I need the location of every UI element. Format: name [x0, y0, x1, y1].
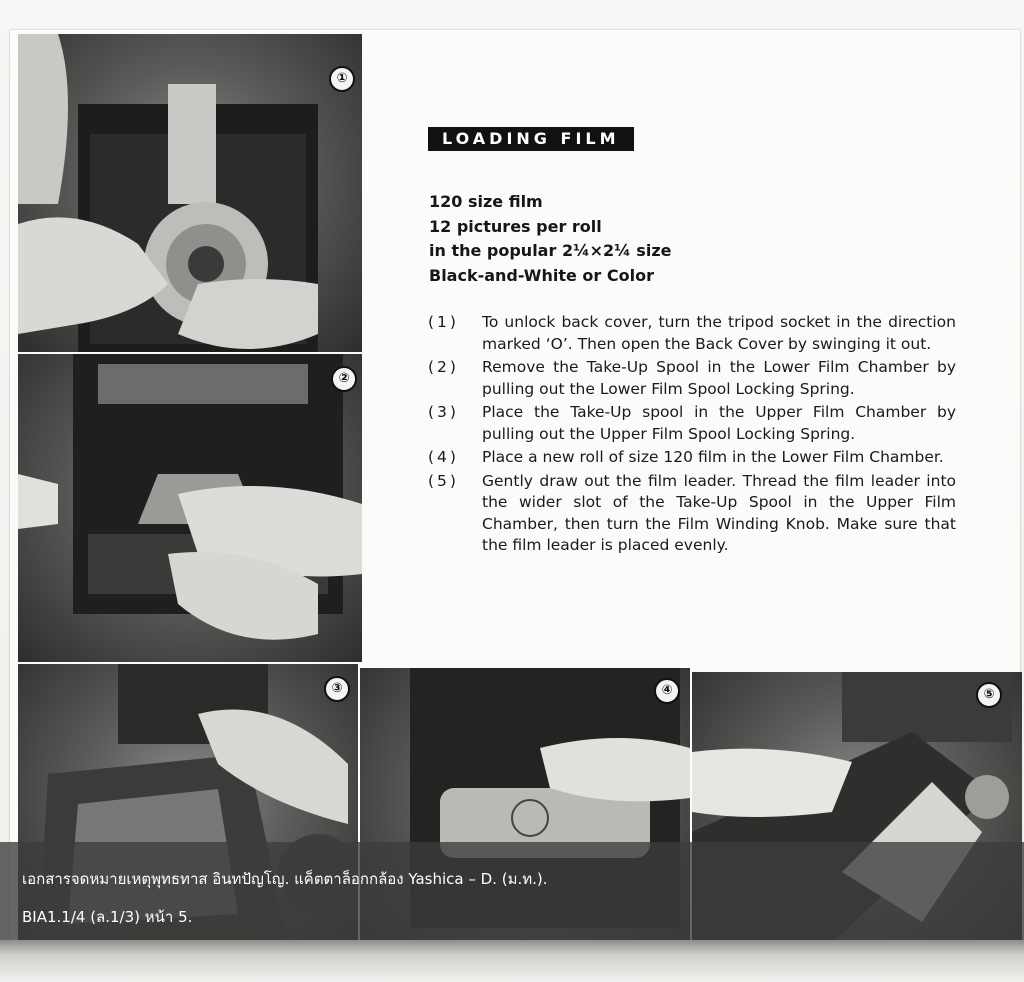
photo-unlock-back-cover: [18, 34, 362, 352]
photo-number-3: ③: [324, 676, 350, 702]
loading-steps: [428, 312, 956, 559]
step-text: Gently draw out the film leader. Thread the film leader into the wider slot of the Take-Up Spool in the Upper Film Chamber, then turn the Film Winding Knob. Make sure that the film leader is placed evenly.: [482, 471, 956, 554]
caption-line-1: เอกสารจดหมายเหตุพุทธทาส อินทปัญโญ. แค็ตตาล็อกกล้อง Yashica – D. (ม.ท.).: [22, 870, 548, 888]
scan-bottom-edge: [0, 940, 1024, 982]
step-text: Place the Take-Up spool in the Upper Film Chamber by pulling out the Upper Film Spool Locking Spring.: [482, 403, 956, 443]
step-number: (4): [428, 448, 459, 466]
camera-back-illustration: [18, 354, 362, 662]
photo-remove-take-up-spool: [18, 354, 362, 662]
spec-line: Black-and-White or Color: [429, 265, 654, 285]
step-number: (1): [428, 313, 459, 331]
page-heading: LOADING FILM: [428, 127, 634, 151]
step-number: (3): [428, 403, 459, 421]
step-item: [428, 447, 956, 469]
photo-number-5: ⑤: [976, 682, 1002, 708]
step-text: Place a new roll of size 120 film in the Lower Film Chamber.: [482, 448, 944, 466]
step-item: [428, 402, 956, 445]
photo-number-1: ①: [329, 66, 355, 92]
step-number: (2): [428, 358, 459, 376]
spec-line: 120 size film: [429, 192, 543, 211]
step-item: [428, 312, 956, 355]
spec-line: 12 pictures per roll: [429, 216, 602, 236]
film-specs: [429, 190, 829, 288]
step-number: (5): [428, 471, 459, 490]
archive-caption: [0, 842, 1024, 940]
caption-line-2: BIA1.1/4 (ล.1/3) หน้า 5.: [22, 908, 193, 926]
step-text: Remove the Take-Up Spool in the Lower Film Chamber by pulling out the Lower Film Spool Locking Spring.: [482, 358, 956, 398]
step-text: To unlock back cover, turn the tripod socket in the direction marked ‘O’. Then open the Back Cover by swinging it out.: [482, 313, 956, 353]
step-item: [428, 357, 956, 400]
step-item: [428, 471, 956, 557]
photo-number-2: ②: [331, 366, 357, 392]
spec-line: in the popular 2¼×2¼ size: [429, 241, 672, 260]
photo-number-4: ④: [654, 678, 680, 704]
camera-front-illustration: [18, 34, 362, 352]
